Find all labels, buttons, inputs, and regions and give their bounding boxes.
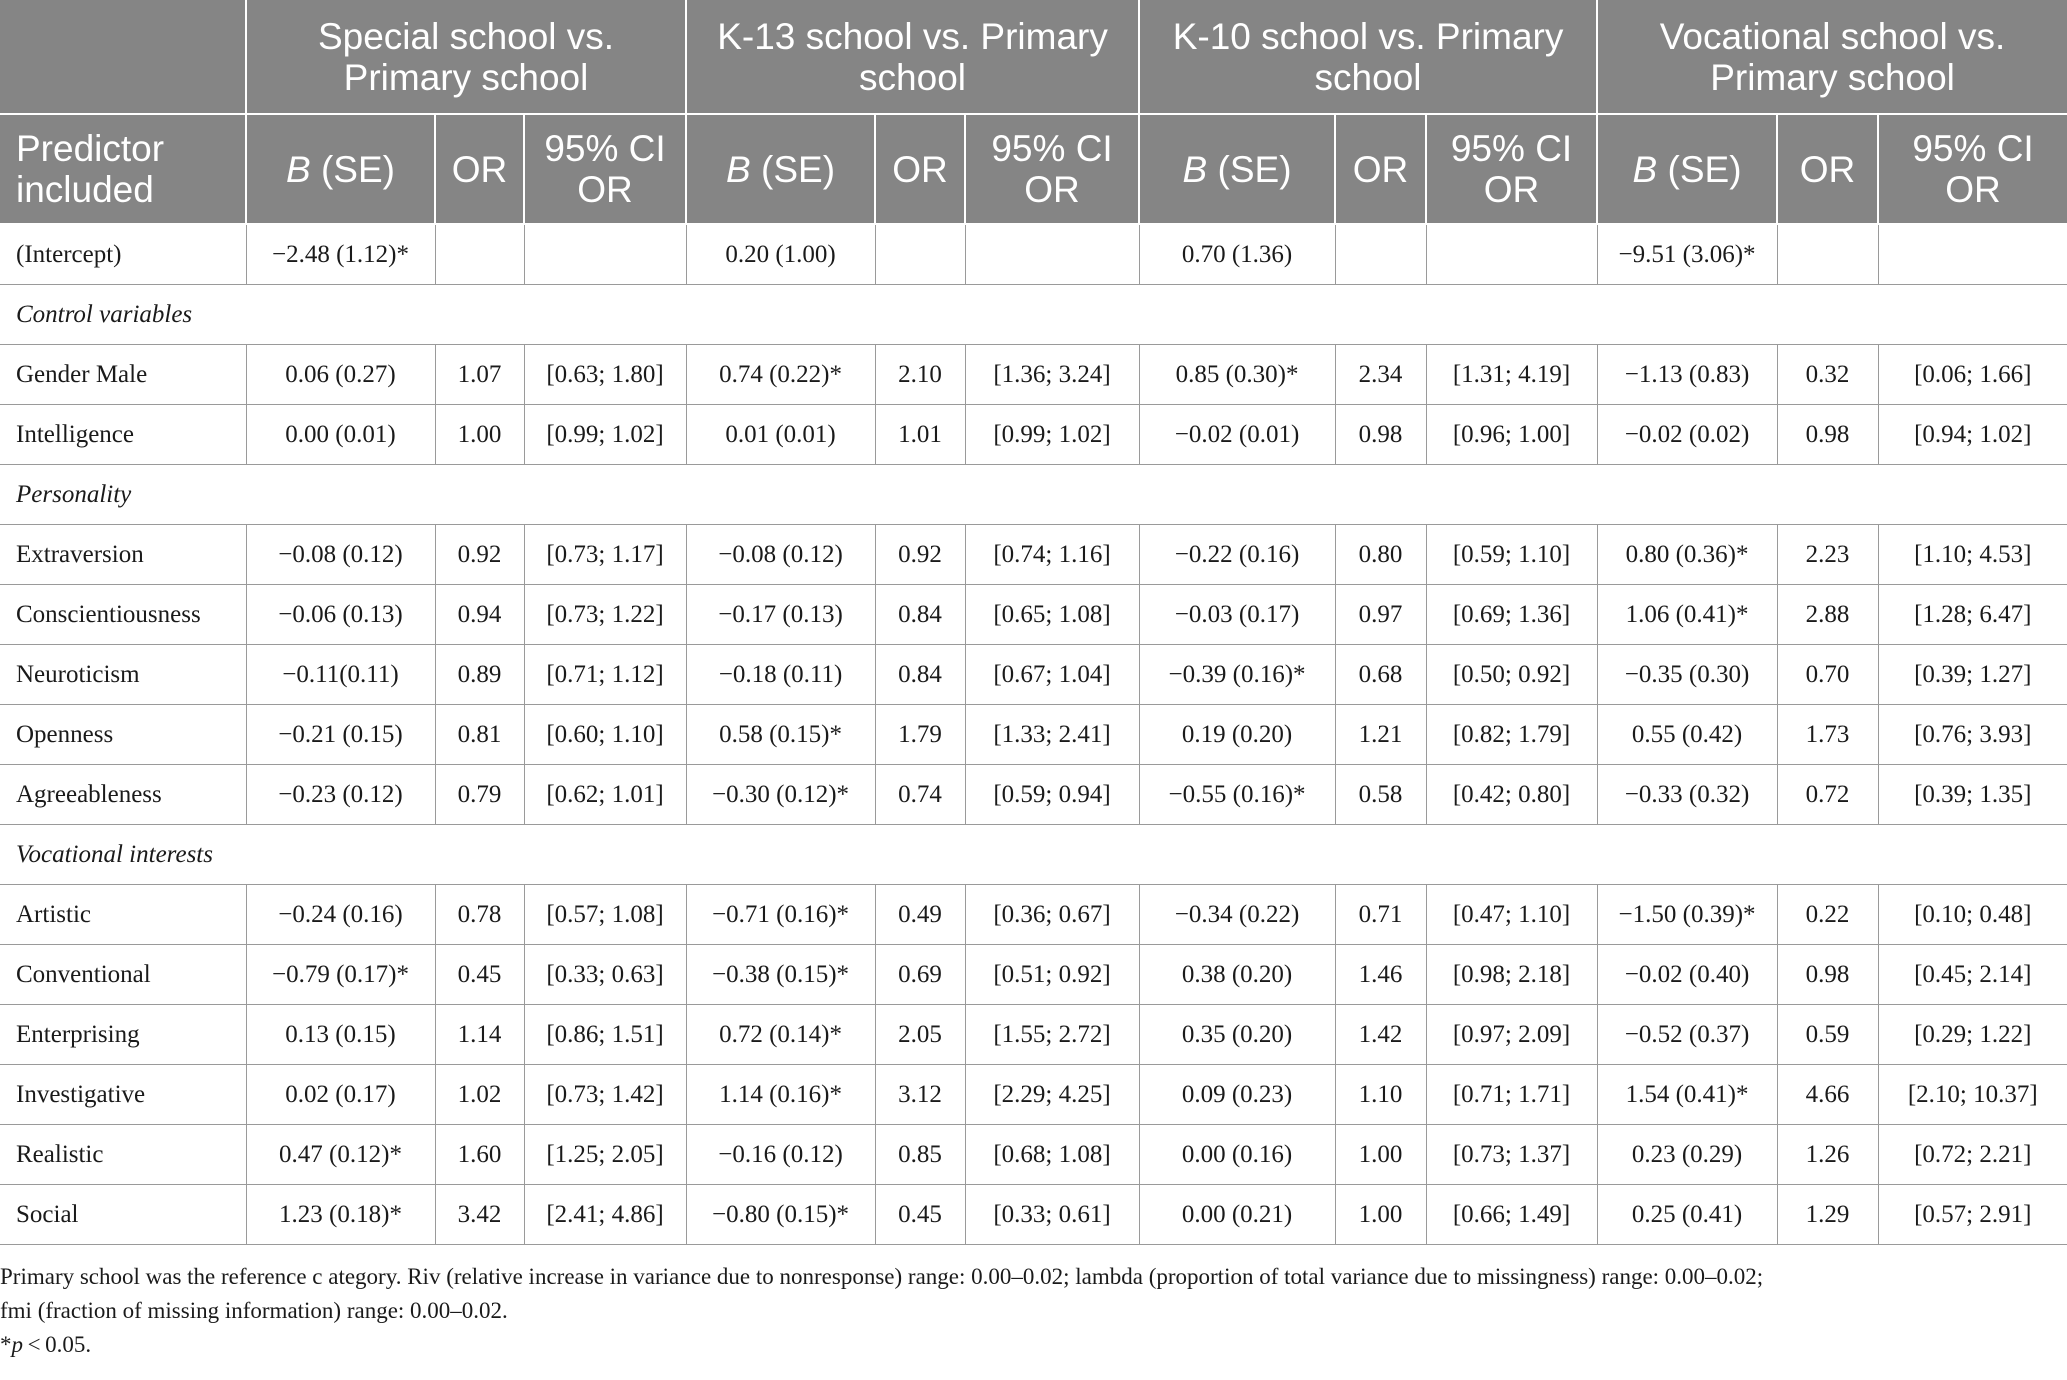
b-se-cell: −0.39 (0.16)* (1139, 645, 1335, 705)
or-cell: 0.68 (1335, 645, 1426, 705)
ci-cell: [0.45; 2.14] (1878, 945, 2067, 1005)
table-row (0, 1065, 2067, 1125)
or-cell (1335, 224, 1426, 285)
predictor-label: (Intercept) (0, 224, 246, 285)
b-se-cell: 1.54 (0.41)* (1597, 1065, 1777, 1125)
section-label: Control variables (0, 285, 2067, 345)
table-row (0, 405, 2067, 465)
group-header-vocational: Vocational school vs. Primary school (1597, 0, 2067, 114)
ci-cell: [0.06; 1.66] (1878, 345, 2067, 405)
ci-cell: [0.71; 1.12] (524, 645, 686, 705)
section-row (0, 285, 2067, 345)
or-cell: 0.80 (1335, 525, 1426, 585)
b-se-cell: 0.80 (0.36)* (1597, 525, 1777, 585)
b-se-cell: 0.85 (0.30)* (1139, 345, 1335, 405)
b-se-cell: −2.48 (1.12)* (246, 224, 435, 285)
table-row (0, 345, 2067, 405)
or-header: OR (1777, 114, 1878, 224)
se-suffix: (SE) (310, 148, 395, 190)
or-cell: 0.74 (875, 765, 965, 825)
or-cell: 0.94 (435, 585, 524, 645)
ci-cell: [0.39; 1.35] (1878, 765, 2067, 825)
b-se-cell: −0.30 (0.12)* (686, 765, 875, 825)
or-cell: 3.42 (435, 1185, 524, 1245)
b-se-cell: 0.23 (0.29) (1597, 1125, 1777, 1185)
ci-cell: [0.74; 1.16] (965, 525, 1139, 585)
b-se-cell: −0.08 (0.12) (686, 525, 875, 585)
or-cell: 0.92 (435, 525, 524, 585)
b-se-cell: 0.00 (0.16) (1139, 1125, 1335, 1185)
ci-cell: [0.60; 1.10] (524, 705, 686, 765)
or-cell: 0.79 (435, 765, 524, 825)
ci-cell: [0.59; 1.10] (1426, 525, 1597, 585)
ci-cell: [0.50; 0.92] (1426, 645, 1597, 705)
table-row (0, 885, 2067, 945)
b-symbol: B (1182, 148, 1208, 190)
or-cell: 0.85 (875, 1125, 965, 1185)
or-cell: 0.81 (435, 705, 524, 765)
ci-cell: [1.31; 4.19] (1426, 345, 1597, 405)
ci-cell (1878, 224, 2067, 285)
ci-cell: [2.10; 10.37] (1878, 1065, 2067, 1125)
b-se-cell: −0.35 (0.30) (1597, 645, 1777, 705)
or-cell: 0.72 (1777, 765, 1878, 825)
b-se-cell: −0.79 (0.17)* (246, 945, 435, 1005)
or-cell: 2.23 (1777, 525, 1878, 585)
ci-cell: [1.36; 3.24] (965, 345, 1139, 405)
b-se-cell: −0.23 (0.12) (246, 765, 435, 825)
ci-header: 95% CI OR (1426, 114, 1597, 224)
b-se-cell: −0.38 (0.15)* (686, 945, 875, 1005)
or-cell: 1.01 (875, 405, 965, 465)
or-cell: 1.14 (435, 1005, 524, 1065)
or-cell: 0.32 (1777, 345, 1878, 405)
column-header-row (0, 114, 2067, 224)
b-se-cell: −0.24 (0.16) (246, 885, 435, 945)
b-se-cell: −0.06 (0.13) (246, 585, 435, 645)
ci-cell: [0.73; 1.42] (524, 1065, 686, 1125)
b-se-cell: −0.08 (0.12) (246, 525, 435, 585)
ci-cell: [0.76; 3.93] (1878, 705, 2067, 765)
section-label: Vocational interests (0, 825, 2067, 885)
or-cell: 0.70 (1777, 645, 1878, 705)
or-header: OR (1335, 114, 1426, 224)
or-cell: 2.05 (875, 1005, 965, 1065)
table-row (0, 1125, 2067, 1185)
b-se-cell: −0.22 (0.16) (1139, 525, 1335, 585)
significance-p: p (11, 1332, 23, 1357)
b-se-cell: 0.72 (0.14)* (686, 1005, 875, 1065)
predictor-label: Gender Male (0, 345, 246, 405)
predictor-label: Intelligence (0, 405, 246, 465)
table-body (0, 224, 2067, 1245)
section-label: Personality (0, 465, 2067, 525)
b-se-cell: 0.20 (1.00) (686, 224, 875, 285)
ci-cell: [0.99; 1.02] (965, 405, 1139, 465)
or-cell (875, 224, 965, 285)
b-se-cell: 0.06 (0.27) (246, 345, 435, 405)
b-se-cell: −0.02 (0.02) (1597, 405, 1777, 465)
b-se-cell: −0.33 (0.32) (1597, 765, 1777, 825)
or-cell: 1.10 (1335, 1065, 1426, 1125)
or-cell (1777, 224, 1878, 285)
ci-cell: [1.33; 2.41] (965, 705, 1139, 765)
ci-cell: [1.25; 2.05] (524, 1125, 686, 1185)
ci-cell: [1.10; 4.53] (1878, 525, 2067, 585)
b-se-cell: 1.06 (0.41)* (1597, 585, 1777, 645)
section-row (0, 465, 2067, 525)
ci-cell: [1.55; 2.72] (965, 1005, 1139, 1065)
b-se-header (1597, 114, 1777, 224)
b-se-header (1139, 114, 1335, 224)
ci-cell: [0.72; 2.21] (1878, 1125, 2067, 1185)
table-row (0, 224, 2067, 285)
b-se-cell: 0.25 (0.41) (1597, 1185, 1777, 1245)
ci-cell: [0.51; 0.92] (965, 945, 1139, 1005)
b-se-cell: 0.35 (0.20) (1139, 1005, 1335, 1065)
ci-cell: [0.63; 1.80] (524, 345, 686, 405)
predictor-label: Investigative (0, 1065, 246, 1125)
or-header: OR (875, 114, 965, 224)
b-symbol: B (726, 148, 751, 190)
b-se-cell: 0.55 (0.42) (1597, 705, 1777, 765)
ci-cell: [0.42; 0.80] (1426, 765, 1597, 825)
or-cell: 0.92 (875, 525, 965, 585)
predictor-label: Extraversion (0, 525, 246, 585)
note-line-1: Primary school was the reference c ategory. Riv (relative increase in variance due to nonresponse) range: 0.00–0.02; lambda (proportion of total variance due to missingness) range: 0.00–0.02; (0, 1264, 1764, 1289)
or-cell: 0.49 (875, 885, 965, 945)
b-se-cell: −0.21 (0.15) (246, 705, 435, 765)
predictor-label: Agreeableness (0, 765, 246, 825)
or-cell: 4.66 (1777, 1065, 1878, 1125)
b-se-cell: −9.51 (3.06)* (1597, 224, 1777, 285)
ci-cell: [0.47; 1.10] (1426, 885, 1597, 945)
b-symbol: B (1632, 148, 1658, 190)
or-cell: 1.29 (1777, 1185, 1878, 1245)
or-cell: 0.98 (1777, 405, 1878, 465)
or-cell: 0.59 (1777, 1005, 1878, 1065)
header-blank-cell (0, 0, 246, 114)
predictor-label: Realistic (0, 1125, 246, 1185)
predictor-label: Openness (0, 705, 246, 765)
or-cell: 0.84 (875, 645, 965, 705)
group-header-row (0, 0, 2067, 114)
predictor-label: Artistic (0, 885, 246, 945)
or-cell: 0.89 (435, 645, 524, 705)
ci-cell: [0.33; 0.63] (524, 945, 686, 1005)
b-se-cell: −0.03 (0.17) (1139, 585, 1335, 645)
se-suffix: (SE) (750, 148, 836, 190)
or-header: OR (435, 114, 524, 224)
b-symbol: B (286, 148, 311, 190)
group-header-k10: K-10 school vs. Primary school (1139, 0, 1597, 114)
or-cell: 1.73 (1777, 705, 1878, 765)
b-se-cell: 0.02 (0.17) (246, 1065, 435, 1125)
b-se-cell: 0.00 (0.21) (1139, 1185, 1335, 1245)
significance-star: * (0, 1332, 12, 1357)
or-cell: 0.78 (435, 885, 524, 945)
ci-cell: [0.73; 1.22] (524, 585, 686, 645)
se-suffix: (SE) (1657, 148, 1742, 190)
or-cell: 0.97 (1335, 585, 1426, 645)
b-se-cell: 0.47 (0.12)* (246, 1125, 435, 1185)
or-cell: 0.22 (1777, 885, 1878, 945)
b-se-cell: −1.50 (0.39)* (1597, 885, 1777, 945)
ci-cell: [0.59; 0.94] (965, 765, 1139, 825)
ci-cell: [0.10; 0.48] (1878, 885, 2067, 945)
b-se-header (246, 114, 435, 224)
b-se-cell: −0.18 (0.11) (686, 645, 875, 705)
ci-header: 95% CI OR (524, 114, 686, 224)
table-row (0, 645, 2067, 705)
or-cell: 2.10 (875, 345, 965, 405)
table-row (0, 1185, 2067, 1245)
b-se-cell: −0.17 (0.13) (686, 585, 875, 645)
table-row (0, 1005, 2067, 1065)
predictor-label: Enterprising (0, 1005, 246, 1065)
b-se-cell: −0.55 (0.16)* (1139, 765, 1335, 825)
table-row (0, 585, 2067, 645)
table-row (0, 945, 2067, 1005)
or-cell: 1.42 (1335, 1005, 1426, 1065)
or-cell (435, 224, 524, 285)
b-se-cell: 0.38 (0.20) (1139, 945, 1335, 1005)
or-cell: 0.45 (875, 1185, 965, 1245)
note-line-2: fmi (fraction of missing information) range: 0.00–0.02. (0, 1298, 508, 1323)
ci-cell: [0.39; 1.27] (1878, 645, 2067, 705)
b-se-cell: −0.16 (0.12) (686, 1125, 875, 1185)
ci-cell: [0.94; 1.02] (1878, 405, 2067, 465)
ci-cell: [0.33; 0.61] (965, 1185, 1139, 1245)
ci-cell: [0.99; 1.02] (524, 405, 686, 465)
or-cell: 0.45 (435, 945, 524, 1005)
b-se-cell: 1.14 (0.16)* (686, 1065, 875, 1125)
ci-cell: [0.73; 1.17] (524, 525, 686, 585)
predictor-label: Conventional (0, 945, 246, 1005)
b-se-cell: −0.02 (0.40) (1597, 945, 1777, 1005)
ci-cell: [0.67; 1.04] (965, 645, 1139, 705)
b-se-cell: 0.09 (0.23) (1139, 1065, 1335, 1125)
or-cell: 0.84 (875, 585, 965, 645)
group-header-special: Special school vs. Primary school (246, 0, 686, 114)
ci-cell: [0.82; 1.79] (1426, 705, 1597, 765)
b-se-cell: 0.74 (0.22)* (686, 345, 875, 405)
or-cell: 0.69 (875, 945, 965, 1005)
ci-header: 95% CI OR (965, 114, 1139, 224)
or-cell: 1.00 (435, 405, 524, 465)
or-cell: 1.00 (1335, 1185, 1426, 1245)
ci-cell: [0.57; 2.91] (1878, 1185, 2067, 1245)
b-se-cell: 1.23 (0.18)* (246, 1185, 435, 1245)
ci-cell: [0.86; 1.51] (524, 1005, 686, 1065)
ci-cell: [0.57; 1.08] (524, 885, 686, 945)
ci-cell: [2.29; 4.25] (965, 1065, 1139, 1125)
b-se-cell: −0.34 (0.22) (1139, 885, 1335, 945)
b-se-cell: −0.02 (0.01) (1139, 405, 1335, 465)
ci-cell: [0.97; 2.09] (1426, 1005, 1597, 1065)
b-se-cell: 0.70 (1.36) (1139, 224, 1335, 285)
ci-cell: [0.69; 1.36] (1426, 585, 1597, 645)
significance-threshold: < 0.05. (23, 1332, 92, 1357)
or-cell: 0.71 (1335, 885, 1426, 945)
or-cell: 2.34 (1335, 345, 1426, 405)
b-se-cell: −1.13 (0.83) (1597, 345, 1777, 405)
table-row (0, 705, 2067, 765)
b-se-header (686, 114, 875, 224)
or-cell: 2.88 (1777, 585, 1878, 645)
predictor-label: Social (0, 1185, 246, 1245)
table-row (0, 765, 2067, 825)
or-cell: 1.00 (1335, 1125, 1426, 1185)
ci-cell (965, 224, 1139, 285)
b-se-cell: 0.58 (0.15)* (686, 705, 875, 765)
ci-cell: [2.41; 4.86] (524, 1185, 686, 1245)
ci-cell: [0.62; 1.01] (524, 765, 686, 825)
ci-cell: [0.98; 2.18] (1426, 945, 1597, 1005)
or-cell: 1.02 (435, 1065, 524, 1125)
b-se-cell: −0.52 (0.37) (1597, 1005, 1777, 1065)
ci-cell (1426, 224, 1597, 285)
b-se-cell: −0.11(0.11) (246, 645, 435, 705)
ci-cell: [0.96; 1.00] (1426, 405, 1597, 465)
b-se-cell: 0.01 (0.01) (686, 405, 875, 465)
or-cell: 1.07 (435, 345, 524, 405)
ci-cell: [0.73; 1.37] (1426, 1125, 1597, 1185)
or-cell: 1.60 (435, 1125, 524, 1185)
or-cell: 1.26 (1777, 1125, 1878, 1185)
ci-cell: [0.71; 1.71] (1426, 1065, 1597, 1125)
or-cell: 0.58 (1335, 765, 1426, 825)
ci-header: 95% CI OR (1878, 114, 2067, 224)
significance-note (0, 1328, 2067, 1362)
ci-cell: [0.36; 0.67] (965, 885, 1139, 945)
ci-cell: [0.29; 1.22] (1878, 1005, 2067, 1065)
or-cell: 1.46 (1335, 945, 1426, 1005)
or-cell: 1.21 (1335, 705, 1426, 765)
group-header-k13: K-13 school vs. Primary school (686, 0, 1139, 114)
table-row (0, 525, 2067, 585)
predictor-header: Predictor included (0, 114, 246, 224)
table-header (0, 0, 2067, 224)
section-row (0, 825, 2067, 885)
ci-cell: [0.65; 1.08] (965, 585, 1139, 645)
or-cell: 3.12 (875, 1065, 965, 1125)
or-cell: 0.98 (1335, 405, 1426, 465)
predictor-label: Conscientiousness (0, 585, 246, 645)
ci-cell: [0.66; 1.49] (1426, 1185, 1597, 1245)
or-cell: 0.98 (1777, 945, 1878, 1005)
table-notes (0, 1260, 2067, 1362)
predictor-label: Neuroticism (0, 645, 246, 705)
or-cell: 1.79 (875, 705, 965, 765)
se-suffix: (SE) (1207, 148, 1292, 190)
b-se-cell: 0.19 (0.20) (1139, 705, 1335, 765)
b-se-cell: 0.00 (0.01) (246, 405, 435, 465)
ci-cell (524, 224, 686, 285)
b-se-cell: −0.80 (0.15)* (686, 1185, 875, 1245)
b-se-cell: −0.71 (0.16)* (686, 885, 875, 945)
ci-cell: [1.28; 6.47] (1878, 585, 2067, 645)
b-se-cell: 0.13 (0.15) (246, 1005, 435, 1065)
ci-cell: [0.68; 1.08] (965, 1125, 1139, 1185)
